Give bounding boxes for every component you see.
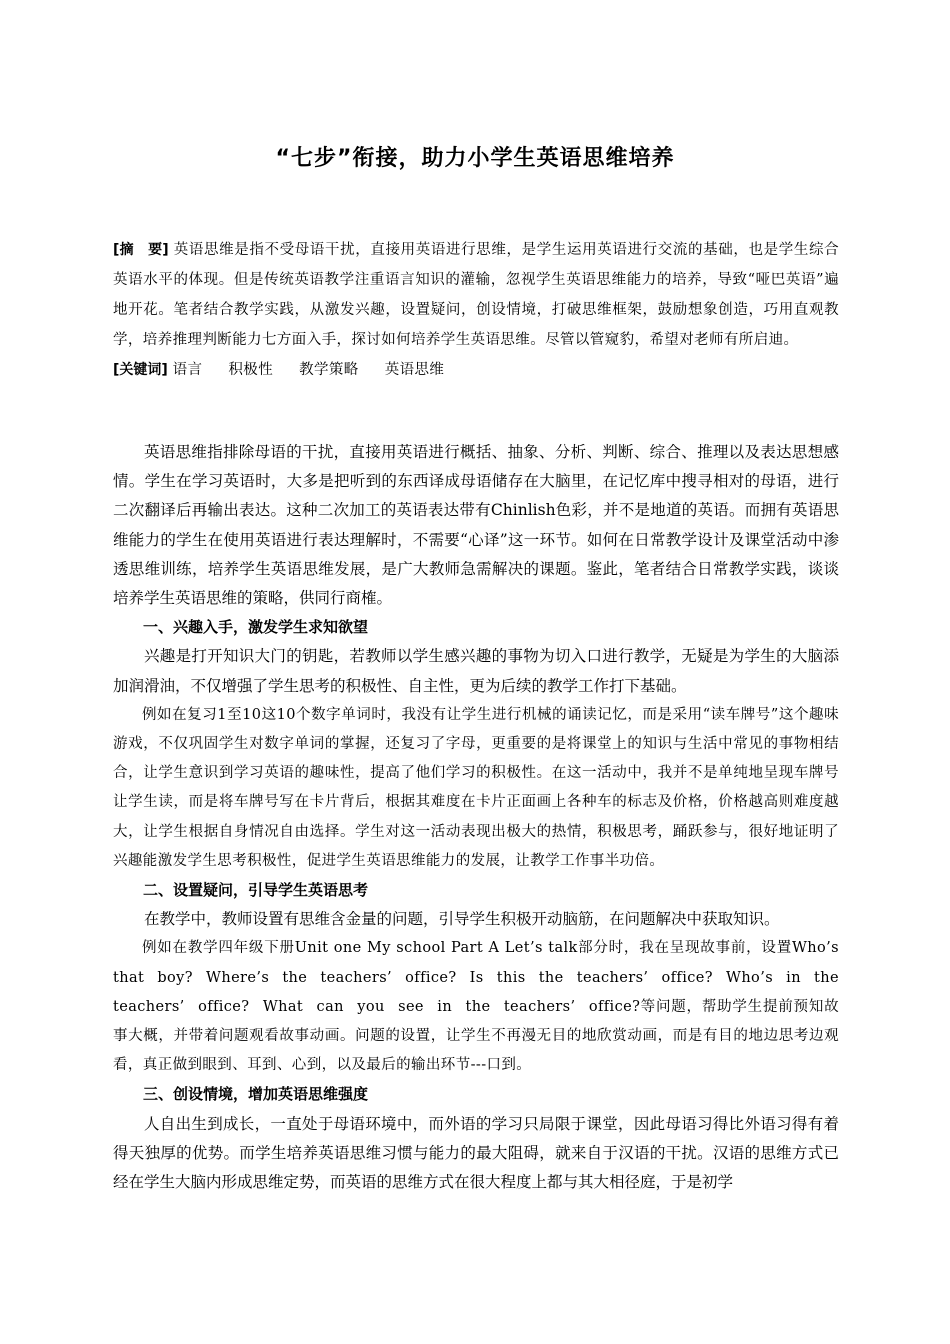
section-heading-3: 三、创设情境，增加英语思维强度 <box>143 1085 369 1104</box>
keyword-item: 英语思维 <box>384 362 445 378</box>
section-3-paragraph-1: 人自出生到成长，一直处于母语环境中，而外语的学习只局限于课堂，因此母语习得比外语习得有着得天独厚的优势。而学生培养英语思维习惯与能力的最大阻碍，就来自于汉语的干扰。汉语的思维方式已经在学生大脑内形成思维定势，而英语的思维方式在很大程度上都与其大相径庭，于是初学 <box>113 1114 839 1192</box>
section-1-paragraph-1: 兴趣是打开知识大门的钥匙，若教师以学生感兴趣的事物为切入口进行教学，无疑是为学生的大脑添加润滑油，不仅增强了学生思考的积极性、自主性，更为后续的教学工作打下基础。 <box>113 647 839 695</box>
keywords-label: [关键词] <box>113 362 168 378</box>
abstract-paragraph <box>113 235 839 355</box>
example-questions: Who’s that boy? Where’s the teachers’ office? Is this the teachers’ office? Who’s in the teachers’ office? What can you see in the teachers’ office? <box>113 940 839 1015</box>
keyword-item: 积极性 <box>228 362 274 378</box>
section-2-paragraph-2-lead: 例如在教学四年级下册Unit one My school Part A Let’s talk部分时，我在呈现故事前，设置 <box>142 940 792 957</box>
intro-paragraph: 英语思维指排除母语的干扰，直接用英语进行概括、抽象、分析、判断、综合、推理以及表达思想感情。学生在学习英语时，大多是把听到的东西译成母语储存在大脑里，在记忆库中搜寻相对的母语，进行二次翻译后再输出表达。这种二次加工的英语表达带有Chinlish色彩，并不是地道的英语。而拥有英语思维能力的学生在使用英语进行表达理解时，不需要“心译”这一环节。如何在日常教学设计及课堂活动中渗透思维训练，培养学生英语思维发展，是广大教师急需解决的课题。鉴此，笔者结合日常教学实践，谈谈培养学生英语思维的策略，供同行商榷。 <box>113 443 839 608</box>
keyword-item: 教学策略 <box>299 362 359 378</box>
keywords-line <box>113 355 839 385</box>
section-2-paragraph-2-tail: 等问题，帮助学生提前预知故事大概，并带着问题观看故事动画。问题的设置，让学生不再漫无目的地欣赏动画，而是有目的地边思考边观看，真正做到眼到、耳到、心到，以及最后的输出环节---口到。 <box>113 998 840 1074</box>
section-heading-2: 二、设置疑问，引导学生英语思考 <box>143 881 369 900</box>
abstract-label: [摘 要] <box>113 242 169 258</box>
abstract-block <box>113 235 839 385</box>
abstract-text: 英语思维是指不受母语干扰，直接用英语进行思维，是学生运用英语进行交流的基础，也是学生综合英语水平的体现。但是传统英语教学注重语言知识的灌输，忽视学生英语思维能力的培养，导致“哑巴英语”遍地开花。笔者结合教学实践，从激发兴趣，设置疑问，创设情境，打破思维框架，鼓励想象创造，巧用直观教学，培养推理判断能力七方面入手，探讨如何培养学生英语思维。尽管以管窥豹，希望对老师有所启迪。 <box>113 242 839 348</box>
section-heading-1: 一、兴趣入手，激发学生求知欲望 <box>143 618 369 637</box>
keyword-item: 语言 <box>172 362 203 378</box>
page-title: “七步”衔接，助力小学生英语思维培养 <box>275 146 675 171</box>
article-body <box>113 438 839 1197</box>
section-2-paragraph-2 <box>113 934 839 1080</box>
section-1-paragraph-2: 例如在复习1至10这10个数字单词时，我没有让学生进行机械的诵读记忆，而是采用“读车牌号”这个趣味游戏，不仅巩固学生对数字单词的掌握，还复习了字母，更重要的是将课堂上的知识与生活中常见的事物相结合，让学生意识到学习英语的趣味性，提高了他们学习的积极性。在这一活动中，我并不是单纯地呈现车牌号让学生读，而是将车牌号写在卡片背后，根据其难度在卡片正面画上各种车的标志及价格，价格越高则难度越大，让学生根据自身情况自由选择。学生对这一活动表现出极大的热情，积极思考，踊跃参与，很好地证明了兴趣能激发学生思考积极性，促进学生英语思维能力的发展，让教学工作事半功倍。 <box>113 706 839 869</box>
section-2-paragraph-1: 在教学中，教师设置有思维含金量的问题，引导学生积极开动脑筋，在问题解决中获取知识。 <box>144 910 780 929</box>
